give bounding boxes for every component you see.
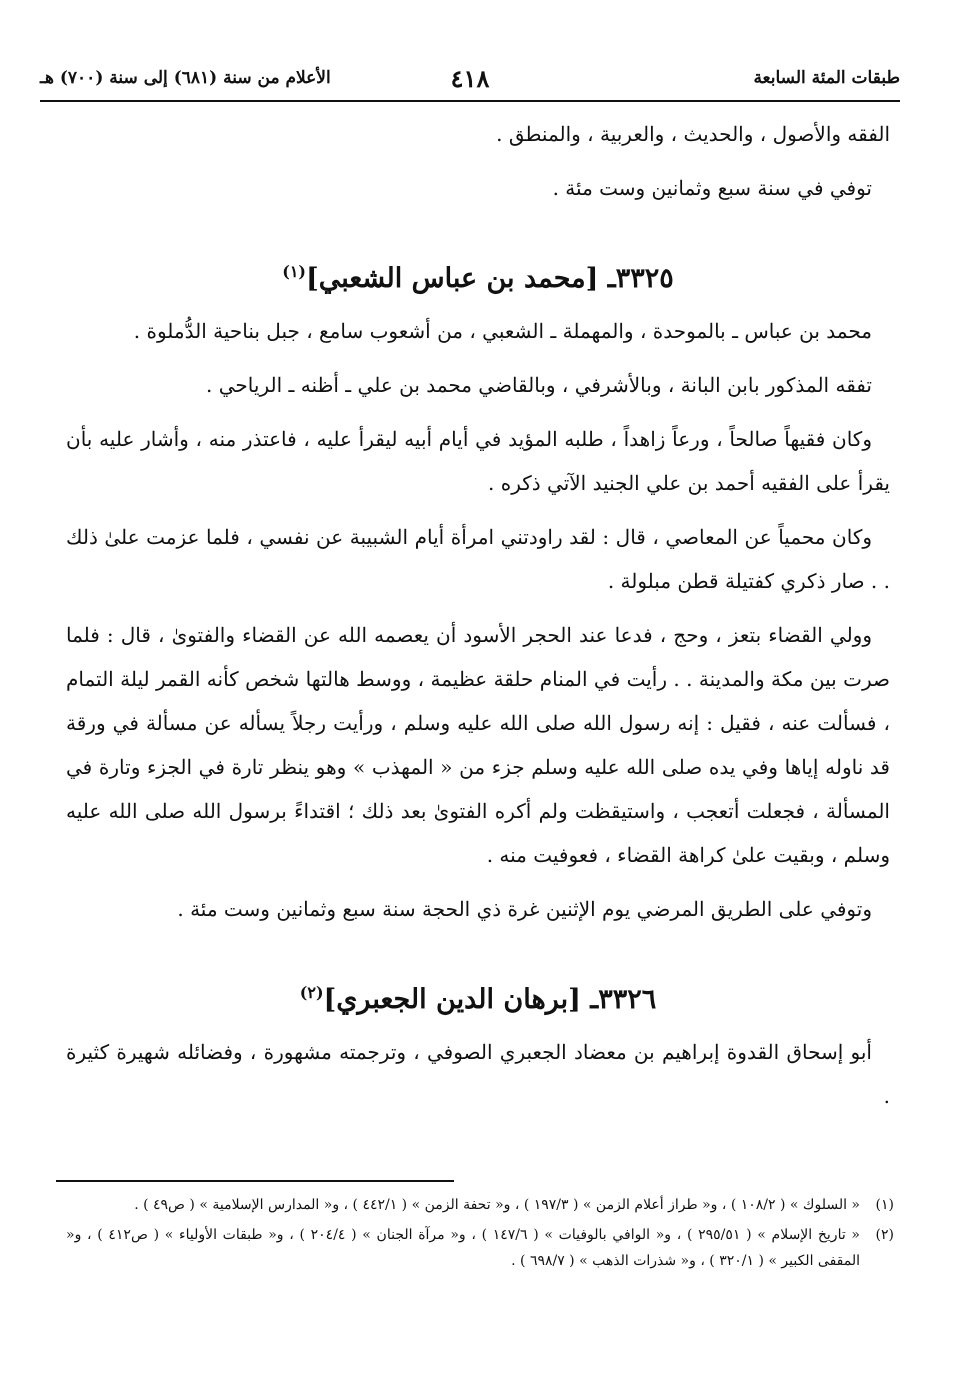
entry-title (66, 248, 890, 303)
header-book-section: طبقات المئة السابعة (753, 68, 900, 88)
intro-paragraph: الفقه والأصول ، والحديث ، والعربية ، والمنطق . (496, 122, 890, 146)
header-date-range: الأعلام من سنة (٦٨١) إلى سنة (٧٠٠) هـ (40, 68, 331, 88)
footnote-text: « تاريخ الإسلام » ( ٢٩٥/٥١ ) ، و« الوافي بالوفيات » ( ١٤٧/٦ ) ، و« مرآة الجنان » ( ٢٠٤/٤ ) ، و« طبقات الأولياء » ( ص٤١٢ ) ، و« المقفى الكبير » ( ٣٢٠/١ ) ، و« شذرات الذهب » ( ٦٩٨/٧ ) . (66, 1227, 860, 1269)
footnote-text: « السلوك » ( ١٠٨/٢ ) ، و« طراز أعلام الزمن » ( ١٩٧/٣ ) ، و« تحفة الزمن » ( ٤٤٢/١ ) ، و« المدارس الإسلامية » ( ص٤٩ ) . (134, 1197, 860, 1213)
footnote (66, 1222, 894, 1274)
running-header (40, 64, 900, 102)
entry-paragraph: وكان فقيهاً صالحاً ، ورعاً زاهداً ، طلبه المؤيد في أيام أبيه ليقرأ عليه ، فاعتذر منه ، وأشار عليه بأن يقرأ على الفقيه أحمد بن علي الجنيد الآتي ذكره . (66, 427, 890, 495)
page-body (66, 112, 890, 1128)
entry-title-text: ٣٣٢٥ـ [محمد بن عباس الشعبي] (305, 263, 674, 294)
footnote-ref: (١) (282, 262, 306, 281)
entry-paragraph: تفقه المذكور بابن البانة ، وبالأشرفي ، وبالقاضي محمد بن علي ـ أظنه ـ الرياحي . (206, 373, 872, 397)
entry-paragraph: محمد بن عباس ـ بالموحدة ، والمهملة ـ الشعبي ، من أشعوب سامع ، جبل بناحية الدُّملوة . (133, 319, 872, 343)
footnote (66, 1192, 894, 1218)
footnotes (66, 1192, 894, 1278)
entry-paragraph: وولي القضاء بتعز ، وحج ، فدعا عند الحجر الأسود أن يعصمه الله عن القضاء والفتوىٰ ، قال : فلما صرت بين مكة والمدينة . . رأيت في المنام حلقة عظيمة ، ووسط هالتها شخص كأنه القمر ليلة التمام ، فسألت عنه ، فقيل : إنه رسول الله صلى الله عليه وسلم ، ورأيت رجلاً يسأله عن مسألة في ورقة قد ناوله إياها وفي يده صلى الله عليه وسلم جزء من « المهذب » وهو ينظر تارة في الجزء وتارة في المسألة ، فجعلت أتعجب ، واستيقظت ولم أكره الفتوىٰ بعد ذلك ؛ اقتداءً برسول الله صلى الله عليه وسلم ، وبقيت علىٰ كراهة القضاء ، فعوفيت منه . (66, 623, 890, 867)
footnote-separator (56, 1180, 454, 1182)
intro-paragraph: توفي في سنة سبع وثمانين وست مئة . (552, 176, 872, 200)
entry-paragraph: وكان محمياً عن المعاصي ، قال : لقد راودتني امرأة أيام الشبيبة عن نفسي ، فلما عزمت علىٰ ذلك . . صار ذكري كفتيلة قطن مبلولة . (66, 525, 890, 593)
entry-paragraph: أبو إسحاق القدوة إبراهيم بن معضاد الجعبري الصوفي ، وترجمته مشهورة ، وفضائله شهيرة كثيرة . (66, 1040, 890, 1108)
footnote-number: (٢) (875, 1227, 894, 1243)
entry-title (66, 969, 890, 1024)
entry-title-text: ٣٣٢٦ـ [برهان الدين الجعبري] (323, 984, 657, 1015)
page-number: ٤١٨ (450, 64, 490, 93)
footnote-number: (١) (875, 1197, 894, 1213)
footnote-ref: (٢) (299, 983, 324, 1002)
entry-paragraph: وتوفي على الطريق المرضي يوم الإثنين غرة ذي الحجة سنة سبع وثمانين وست مئة . (177, 897, 872, 921)
